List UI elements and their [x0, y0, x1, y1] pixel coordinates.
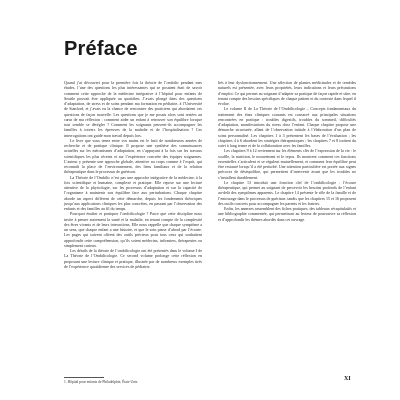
right-text-column — [218, 80, 356, 222]
paragraph: Le chapitre 13 introduit une fonction clef de l’ombilicologie : l’écoute thérapeutique, qui permet au soignant de percevoir les besoins profonds de l’enfant au-delà des symptômes apparents. Le chapitre 14 présente le rôle de la famille et de l’entourage dans le processus de guérison, tandis que les chapitres 15 et 16 proposent des outils concrets pour accompagner les parents et les fratries. — [218, 179, 357, 206]
paragraph: Enfin, les annexes rassemblent des fiches pratiques, des tableaux récapitulatifs et une bibliographie commentée, qui permettront au lecteur de poursuivre sa réflexion et d’approfondir les thèmes abordés dans cet ouvrage. — [218, 206, 356, 222]
paragraph: Quand j’ai découvert pour la première fois la théorie de l’ombilic pendant mes études, l’une des questions les plus intéressantes qui se posaient était de savoir comment cette approche de la médecine intégrative à l’hôpital pour enfants de Seattle pouvait être appliquée au quotidien. J’avais plongé dans des questions d’adaptation, de stress et de soins pendant ma formation en pédiatrie, à l’Université de Stanford, et j’avais eu la chance de rencontrer des praticiens qui abordaient ces questions de façon nouvelle. Les questions que je me posais alors sont restées au cœur de ma réflexion : comment aider un enfant à retrouver son équilibre lorsque tout semble se dérégler ? Comment les soignants peuvent-ils accompagner les familles à travers les épreuves de la maladie et de l’hospitalisation ? Ces interrogations ont guidé mon travail depuis lors. — [64, 80, 202, 138]
paragraph: Pourquoi étudier et pratiquer l’ombilicologie ? Parce que cette discipline nous invite à penser autrement la santé et la maladie, en tenant compte de la complexité des êtres vivants et de leurs interactions. Elle nous rappelle que chaque symptôme a un sens, que chaque enfant a une histoire, et que le soin passe d’abord par l’écoute. Les pages qui suivent offrent des outils précieux pour tous ceux qui souhaitent approfondir cette compréhension, qu’ils soient médecins, infirmiers, thérapeutes ou simplement curieux. — [64, 211, 202, 248]
paragraph: liés à leur dysfonctionnement. Une sélection de plantes médicinales et de remèdes naturels est présentée, avec leurs propriétés, leurs indications et leurs précautions d’emploi. Ce qui permet au soignant d’adapter sa pratique de façon rapide et sûre, en tenant compte des besoins spécifiques de chaque patient et du contexte dans lequel il évolue. — [218, 80, 356, 106]
footnote: 1. Hôpital pour enfants de Philadelphie, États-Unis. — [64, 380, 139, 384]
paragraph: La Théorie de l’Ombilic n’est pas une approche intégrative de la médecine, à la fois scientifique et humaine, complexe et pratique. Elle repose sur une lecture attentive de la physiologie, sur les processus d’adaptation et sur la capacité de l’organisme à maintenir son équilibre face aux perturbations. Chaque chapitre aborde un aspect différent de cette démarche, depuis les fondements théoriques jusqu’aux applications cliniques les plus concrètes, en passant par l’observation des enfants et des familles au fil du temps. — [64, 174, 202, 211]
page-title: Préface — [64, 38, 138, 60]
paragraph: Les chapitres 9 à 12 reviennent sur les éléments clés de l’expression de la vie : le souffle, la nutrition, le mouvement et le repos. Ils montrent comment ces fonctions essentielles s’articulent et se régulent mutuellement, et comment leur équilibre peut être restauré lorsqu’il a été perturbé. Une attention particulière est portée aux signes précoces de déséquilibre, qui permettent d’intervenir avant que les troubles ne s’installent durablement. — [218, 148, 356, 180]
left-text-column — [64, 80, 202, 269]
page-number: XI — [344, 376, 351, 382]
footnote-rule — [64, 377, 104, 378]
paragraph: Les détails de la théorie de l’ombilicologie ont été présentés dans le volume I de La Théorie de l’Ombilicologie. Ce second volume prolonge cette réflexion en proposant une lecture clinique et pratique, illustrée par de nombreux exemples tirés de l’expérience quotidienne des services de pédiatrie. — [64, 248, 202, 269]
paragraph: Le livre que vous tenez entre vos mains est le fruit de nombreuses années de recherche et de pratique clinique. Il propose une synthèse des connaissances actuelles sur les mécanismes d’adaptation, en s’appuyant à la fois sur les travaux scientifiques les plus récents et sur l’expérience concrète des équipes soignantes. L’auteur y présente une approche globale, attentive au corps comme à l’esprit, qui reconnaît la place de l’environnement, des liens familiaux et de la relation thérapeutique dans le processus de guérison. — [64, 137, 202, 175]
paragraph: Le volume II de La Théorie de l’Ombilicologie – Concepts fondamentaux du traitement des états cliniques courants est consacré aux principales situations rencontrées en pratique : troubles digestifs, troubles du sommeil, difficultés d’adaptation, manifestations du stress chez l’enfant. Chaque chapitre propose une démarche structurée, allant de l’observation initiale à l’élaboration d’un plan de soins personnalisé. Les chapitres 1 à 3 présentent les bases de l’évaluation ; les chapitres 4 à 6 abordent les stratégies thérapeutiques ; les chapitres 7 et 8 traitent du suivi à long terme et de la collaboration avec les familles. — [218, 106, 356, 148]
